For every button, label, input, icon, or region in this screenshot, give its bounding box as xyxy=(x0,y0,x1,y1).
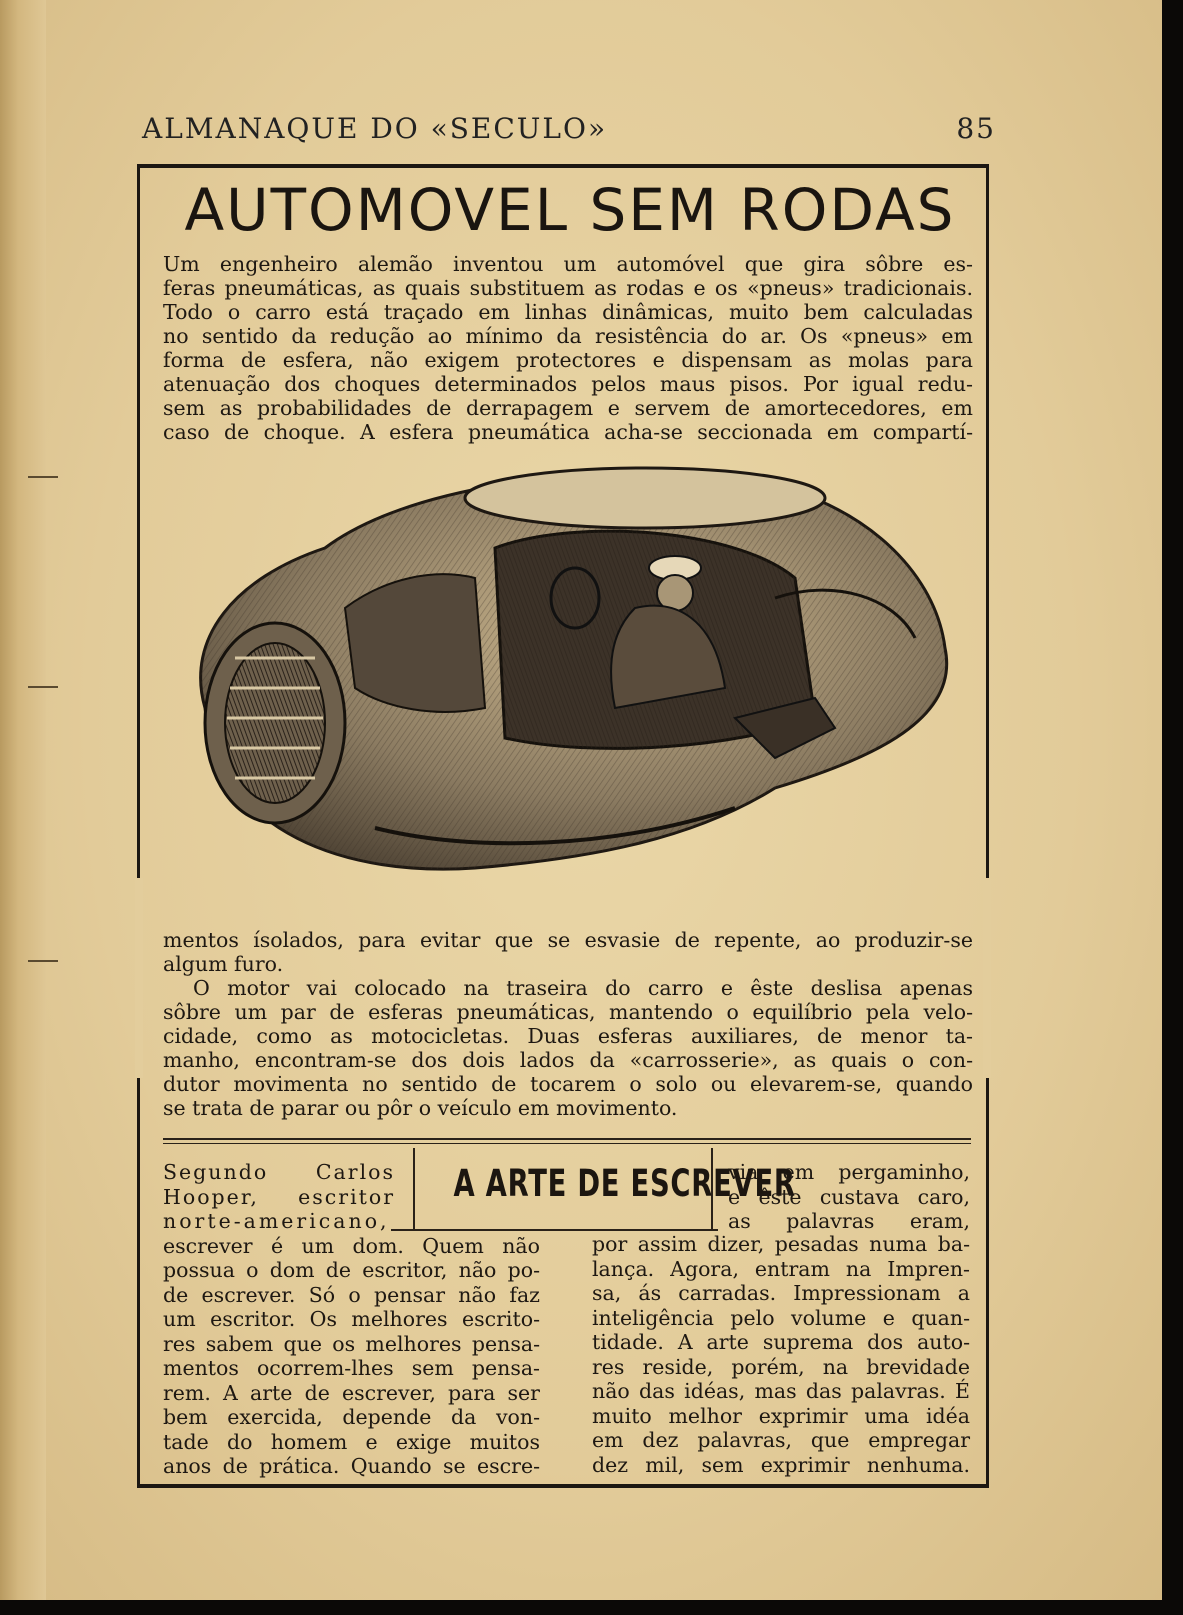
text-line: Todo o carro está traçado em linhas dinâmicas, muito bem calculadas xyxy=(163,300,973,324)
text-line: sôbre um par de esferas pneumáticas, mantendo o equilíbrio pela velo- xyxy=(163,1000,973,1024)
text-line: dutor movimenta no sentido de tocarem o solo ou elevarem-se, quando xyxy=(163,1072,973,1096)
text-line: caso de choque. A esfera pneumática acha-se seccionada em compartí- xyxy=(163,420,973,444)
text-line: via em pergaminho, xyxy=(728,1160,970,1184)
text-line: sem as probabilidades de derrapagem e servem de amortecedores, em xyxy=(163,396,973,420)
text-line: muito melhor exprimir uma idéa xyxy=(592,1403,970,1428)
article-title: AUTOMOVEL SEM RODAS xyxy=(184,176,956,244)
text-line: bem exercida, depende da von- xyxy=(163,1405,540,1429)
left-column xyxy=(163,1160,540,1479)
text-line: as palavras eram, xyxy=(728,1209,970,1233)
second-article-title: A ARTE DE ESCREVER xyxy=(453,1162,796,1205)
running-header xyxy=(142,112,996,152)
text-line: possua o dom de escritor, não po- xyxy=(163,1258,540,1282)
text-line: forma de esfera, não exigem protectores e dispensam as molas para xyxy=(163,348,973,372)
publication-title: ALMANAQUE DO «SECULO» xyxy=(142,112,608,145)
text-line: lança. Agora, entram na Impren- xyxy=(592,1256,970,1281)
text-line: no sentido da redução ao mínimo da resistência do ar. Os «pneus» em xyxy=(163,324,973,348)
stitch-mark xyxy=(28,686,58,688)
text-line: e êste custava caro, xyxy=(728,1184,970,1209)
text-line: de escrever. Só o pensar não faz xyxy=(163,1282,540,1307)
text-line: dez mil, sem exprimir nenhuma. xyxy=(592,1452,970,1477)
stitch-mark xyxy=(28,960,58,962)
text-line: algum furo. xyxy=(163,952,284,976)
book-spine-shadow xyxy=(0,0,46,1600)
text-line: res sabem que os melhores pensa- xyxy=(163,1331,540,1356)
text-line: rem. A arte de escrever, para ser xyxy=(163,1380,540,1405)
text-line: mentos ocorrem-lhes sem pensa- xyxy=(163,1356,540,1380)
text-line: tade do homem e exige muitos xyxy=(163,1429,540,1454)
side-window xyxy=(345,574,485,712)
text-line: O motor vai colocado na traseira do carro e êste deslisa apenas xyxy=(193,976,973,1000)
article-paragraph-2 xyxy=(163,928,973,1120)
text-line: anos de prática. Quando se escre- xyxy=(163,1454,540,1478)
text-line: norte-americano, xyxy=(163,1209,390,1233)
text-line: tidade. A arte suprema dos auto- xyxy=(592,1330,970,1354)
page-number: 85 xyxy=(956,112,996,145)
text-line: mentos ísolados, para evitar que se esvasie de repente, ao produzir-se xyxy=(163,928,973,952)
double-rule-bottom xyxy=(163,1143,971,1144)
frame-break xyxy=(983,878,991,1078)
scan-edge-right xyxy=(1162,0,1183,1615)
right-column-top xyxy=(728,1160,970,1234)
text-line: Um engenheiro alemão inventou um automóvel que gira sôbre es- xyxy=(163,252,973,276)
car-illustration xyxy=(175,458,970,898)
text-line: por assim dizer, pesadas numa ba- xyxy=(592,1232,970,1256)
text-line: Hooper, escritor xyxy=(163,1184,395,1209)
text-line: um escritor. Os melhores escrito- xyxy=(163,1307,540,1331)
scan-edge-bottom xyxy=(0,1600,1183,1615)
text-line: não das idéas, mas das palavras. É xyxy=(592,1379,970,1403)
text-line: cidade, como as motocicletas. Duas esferas auxiliares, de menor ta- xyxy=(163,1024,973,1048)
double-rule-top xyxy=(163,1138,971,1140)
text-line: escrever é um dom. Quem não xyxy=(163,1233,540,1258)
frame-break xyxy=(135,878,143,1078)
text-line: atenuação dos choques determinados pelos maus pisos. Por igual redu- xyxy=(163,372,973,396)
front-sphere-grille xyxy=(205,623,345,823)
stitch-mark xyxy=(28,476,58,478)
text-line: sa, ás carradas. Impressionam a xyxy=(592,1281,970,1305)
article-paragraph-1 xyxy=(163,252,973,444)
text-line: res reside, porém, na brevidade xyxy=(592,1354,970,1379)
text-line: em dez palavras, que empregar xyxy=(592,1428,970,1452)
text-line: feras pneumáticas, as quais substituem as rodas e os «pneus» tradicionais. xyxy=(163,276,973,300)
right-column xyxy=(592,1232,970,1477)
text-line: inteligência pelo volume e quan- xyxy=(592,1305,970,1330)
text-line: Segundo Carlos xyxy=(163,1160,395,1184)
text-line: se trata de parar ou pôr o veículo em movimento. xyxy=(163,1096,678,1120)
roof-opening xyxy=(465,468,825,528)
text-line: manho, encontram-se dos dois lados da «carrosserie», as quais o con- xyxy=(163,1048,973,1072)
